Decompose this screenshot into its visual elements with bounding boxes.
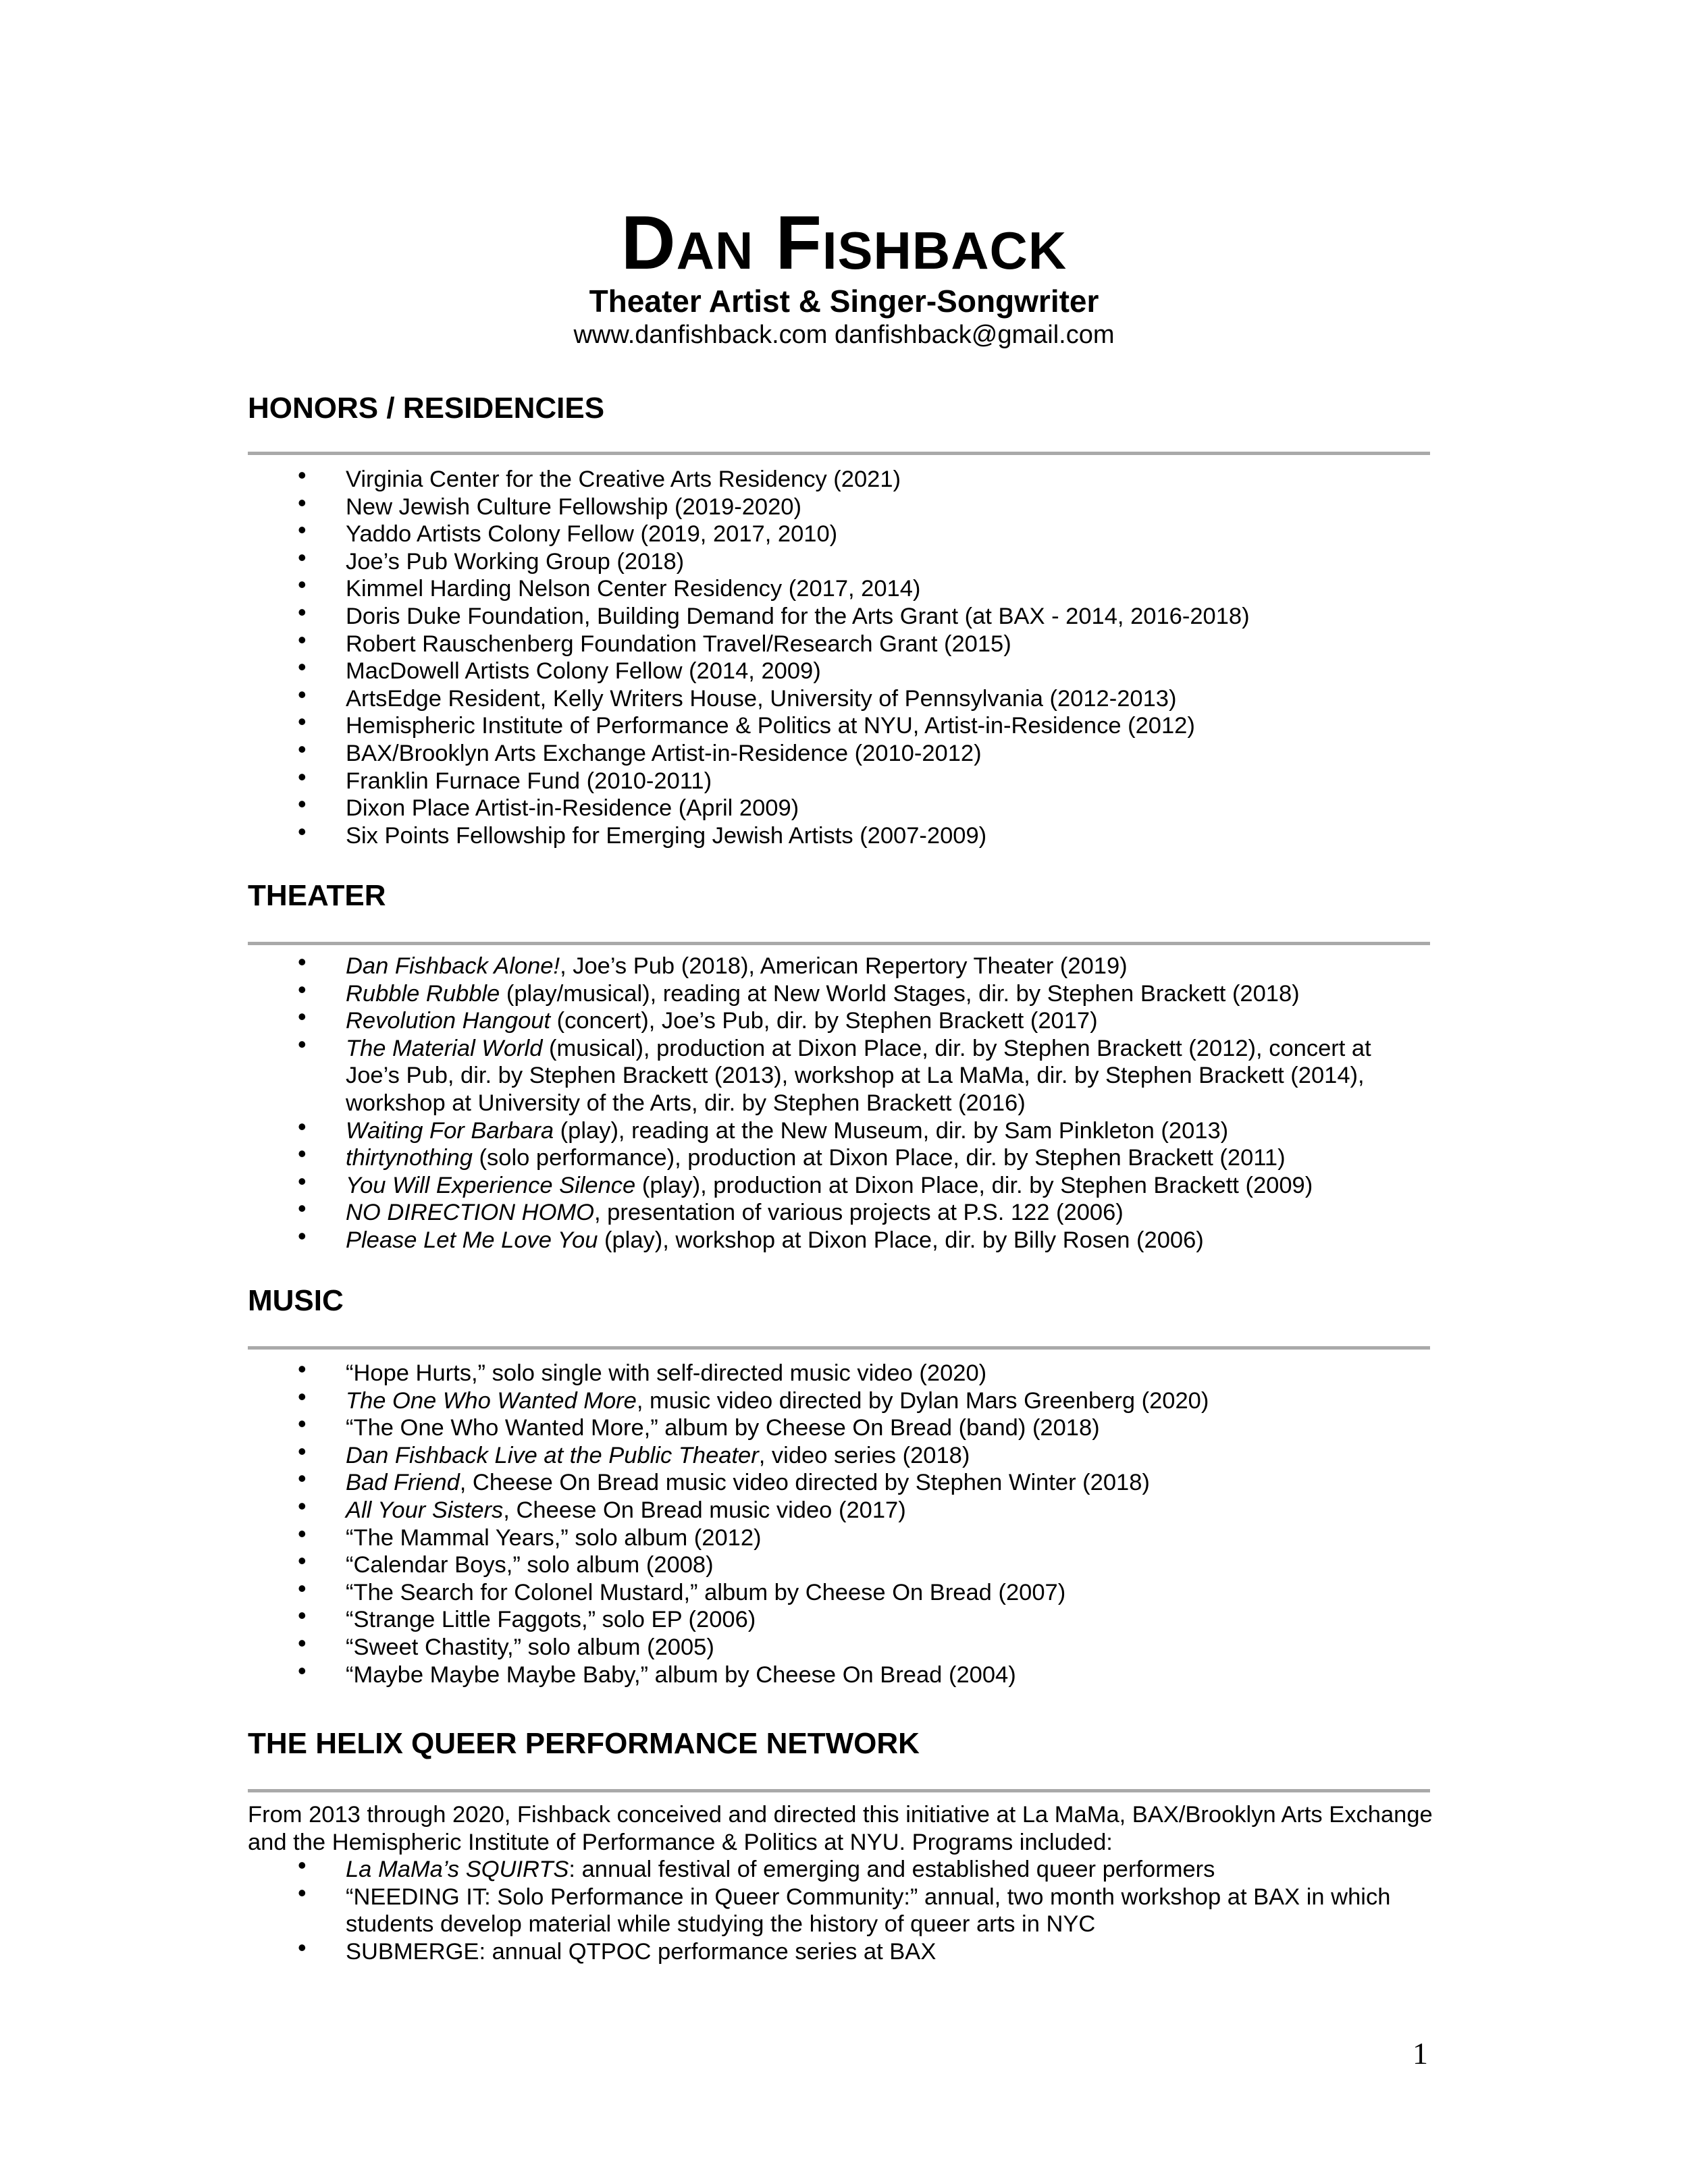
item-text: (solo performance), production at Dixon Place, dir. by Stephen Brackett (2011)	[472, 1145, 1286, 1171]
item-text: Six Points Fellowship for Emerging Jewish Artists (2007-2009)	[346, 822, 987, 849]
item-text: , video series (2018)	[758, 1442, 970, 1468]
list-item	[248, 1035, 1430, 1117]
list-item	[248, 631, 1430, 658]
item-title: Please Let Me Love You	[346, 1227, 598, 1253]
list-item	[248, 1387, 1430, 1415]
item-text: (concert), Joe’s Pub, dir. by Stephen Brackett (2017)	[550, 1008, 1098, 1034]
list-item	[248, 768, 1430, 795]
music-list	[248, 1360, 1430, 1688]
item-text: (play), production at Dixon Place, dir. by Stephen Brackett (2009)	[635, 1172, 1313, 1198]
item-title: Dan Fishback Alone!	[346, 953, 560, 979]
item-text: “The Search for Colonel Mustard,” album by Cheese On Bread (2007)	[346, 1579, 1066, 1605]
contact-info: www.danfishback.com danfishback@gmail.com	[573, 321, 1115, 349]
list-item	[248, 1497, 1430, 1524]
item-text: , music video directed by Dylan Mars Greenberg (2020)	[636, 1387, 1209, 1414]
item-text: Dixon Place Artist-in-Residence (April 2009)	[346, 795, 799, 822]
item-text: Robert Rauschenberg Foundation Travel/Research Grant (2015)	[346, 631, 1011, 657]
item-text: Kimmel Harding Nelson Center Residency (2017, 2014)	[346, 576, 921, 602]
item-text: Yaddo Artists Colony Fellow (2019, 2017, 2010)	[346, 521, 838, 548]
item-text: Franklin Furnace Fund (2010-2011)	[346, 768, 712, 794]
item-text: Hemispheric Institute of Performance & Politics at NYU, Artist-in-Residence (2012)	[346, 713, 1195, 739]
item-title: The Material World	[346, 1035, 543, 1061]
list-item	[248, 1551, 1430, 1579]
item-text: “Hope Hurts,” solo single with self-directed music video (2020)	[346, 1360, 987, 1386]
item-text: : annual festival of emerging and established queer performers	[569, 1857, 1215, 1882]
section-heading-honors: HONORS / RESIDENCIES	[248, 392, 605, 425]
list-item	[248, 1414, 1430, 1442]
list-item	[248, 466, 1430, 494]
section-divider	[248, 942, 1430, 945]
item-title: Rubble Rubble	[346, 980, 500, 1007]
list-item	[248, 1199, 1430, 1227]
item-text: (play/musical), reading at New World Stages, dir. by Stephen Brackett (2018)	[500, 980, 1300, 1007]
list-item	[248, 1360, 1430, 1387]
list-item	[248, 1606, 1430, 1634]
item-text: (play), reading at the New Museum, dir. by Sam Pinkleton (2013)	[554, 1117, 1229, 1144]
item-title: Dan Fishback Live at the Public Theater	[346, 1442, 759, 1468]
list-item	[248, 1469, 1430, 1497]
item-text: Virginia Center for the Creative Arts Residency (2021)	[346, 467, 901, 492]
item-text: (play), workshop at Dixon Place, dir. by Billy Rosen (2006)	[598, 1227, 1204, 1253]
list-item	[248, 1661, 1430, 1689]
item-text: , Joe’s Pub (2018), American Repertory Theater (2019)	[560, 953, 1128, 979]
item-title: thirtynothing	[346, 1145, 473, 1171]
item-text: “Strange Little Faggots,” solo EP (2006)	[346, 1607, 756, 1633]
item-text: MacDowell Artists Colony Fellow (2014, 2009)	[346, 658, 821, 685]
list-item	[248, 575, 1430, 603]
list-item	[248, 1524, 1430, 1552]
item-text: SUBMERGE: annual QTPOC performance series at BAX	[346, 1938, 937, 1965]
list-item	[248, 603, 1430, 631]
list-item	[248, 1579, 1430, 1607]
list-item	[248, 1856, 1430, 1884]
item-title: You Will Experience Silence	[346, 1172, 636, 1198]
list-item	[248, 1172, 1430, 1200]
list-item	[248, 712, 1430, 740]
item-text: “The One Who Wanted More,” album by Cheese On Bread (band) (2018)	[346, 1415, 1100, 1441]
item-text: “Maybe Maybe Maybe Baby,” album by Cheese On Bread (2004)	[346, 1661, 1016, 1688]
theater-list	[248, 953, 1430, 1254]
page-number: 1	[1413, 2036, 1428, 2071]
item-text: Doris Duke Foundation, Building Demand for the Arts Grant (at BAX - 2014, 2016-2018)	[346, 603, 1250, 629]
item-text: “Sweet Chastity,” solo album (2005)	[346, 1634, 714, 1660]
list-item	[248, 1442, 1430, 1470]
honors-list	[248, 466, 1430, 849]
section-heading-music: MUSIC	[248, 1284, 344, 1317]
list-item	[248, 740, 1430, 768]
item-text: “Calendar Boys,” solo album (2008)	[346, 1552, 714, 1578]
list-item	[248, 795, 1430, 822]
item-title: NO DIRECTION HOMO	[346, 1200, 594, 1226]
item-text: , Cheese On Bread music video (2017)	[503, 1497, 906, 1523]
item-title: All Your Sisters	[346, 1497, 504, 1523]
item-text: , presentation of various projects at P.S. 122 (2006)	[594, 1200, 1124, 1226]
item-title: Revolution Hangout	[346, 1008, 551, 1034]
helix-list	[248, 1856, 1430, 1965]
helix-intro: From 2013 through 2020, Fishback conceived and directed this initiative at La MaMa, BAX/Brooklyn Arts Exchange and the Hemispheric Institute of Performance & Politics at NYU. Programs included:	[248, 1802, 1433, 1855]
list-item	[248, 521, 1430, 548]
item-title: Bad Friend	[346, 1470, 460, 1496]
item-text: , Cheese On Bread music video directed by Stephen Winter (2018)	[459, 1470, 1150, 1496]
resume-subtitle: Theater Artist & Singer-Songwriter	[589, 284, 1099, 319]
list-item	[248, 494, 1430, 521]
resume-name: Dan Fishback	[621, 201, 1067, 285]
item-text: “NEEDING IT: Solo Performance in Queer Community:” annual, two month workshop at BAX in which students develop material while studying the history of queer arts in NYC	[346, 1884, 1391, 1938]
list-item	[248, 658, 1430, 685]
list-item	[248, 1634, 1430, 1661]
list-item	[248, 1938, 1430, 1966]
list-item	[248, 980, 1430, 1008]
item-title: The One Who Wanted More	[346, 1387, 637, 1414]
section-divider	[248, 1346, 1430, 1350]
section-divider	[248, 1789, 1430, 1792]
list-item	[248, 953, 1430, 980]
list-item	[248, 1884, 1430, 1938]
list-item	[248, 1117, 1430, 1145]
list-item	[248, 1144, 1430, 1172]
item-text: New Jewish Culture Fellowship (2019-2020)	[346, 494, 801, 520]
section-divider	[248, 452, 1430, 455]
item-text: (musical), production at Dixon Place, dir. by Stephen Brackett (2012), concert at Joe’s Pub, dir. by Stephen Brackett (2013), workshop at La MaMa, dir. by Stephen Brackett (2014), workshop at University of the Arts, dir. by Stephen Brackett (2016)	[346, 1035, 1371, 1116]
list-item	[248, 1227, 1430, 1254]
item-text: BAX/Brooklyn Arts Exchange Artist-in-Residence (2010-2012)	[346, 740, 982, 766]
list-item	[248, 685, 1430, 713]
section-heading-theater: THEATER	[248, 879, 386, 912]
item-text: Joe’s Pub Working Group (2018)	[346, 548, 685, 575]
item-text: “The Mammal Years,” solo album (2012)	[346, 1524, 762, 1551]
list-item	[248, 1007, 1430, 1035]
list-item	[248, 548, 1430, 576]
item-title: La MaMa’s SQUIRTS	[346, 1857, 569, 1882]
list-item	[248, 822, 1430, 850]
item-title: Waiting For Barbara	[346, 1117, 554, 1144]
section-heading-helix: THE HELIX QUEER PERFORMANCE NETWORK	[248, 1727, 920, 1760]
item-text: ArtsEdge Resident, Kelly Writers House, University of Pennsylvania (2012-2013)	[346, 685, 1177, 712]
